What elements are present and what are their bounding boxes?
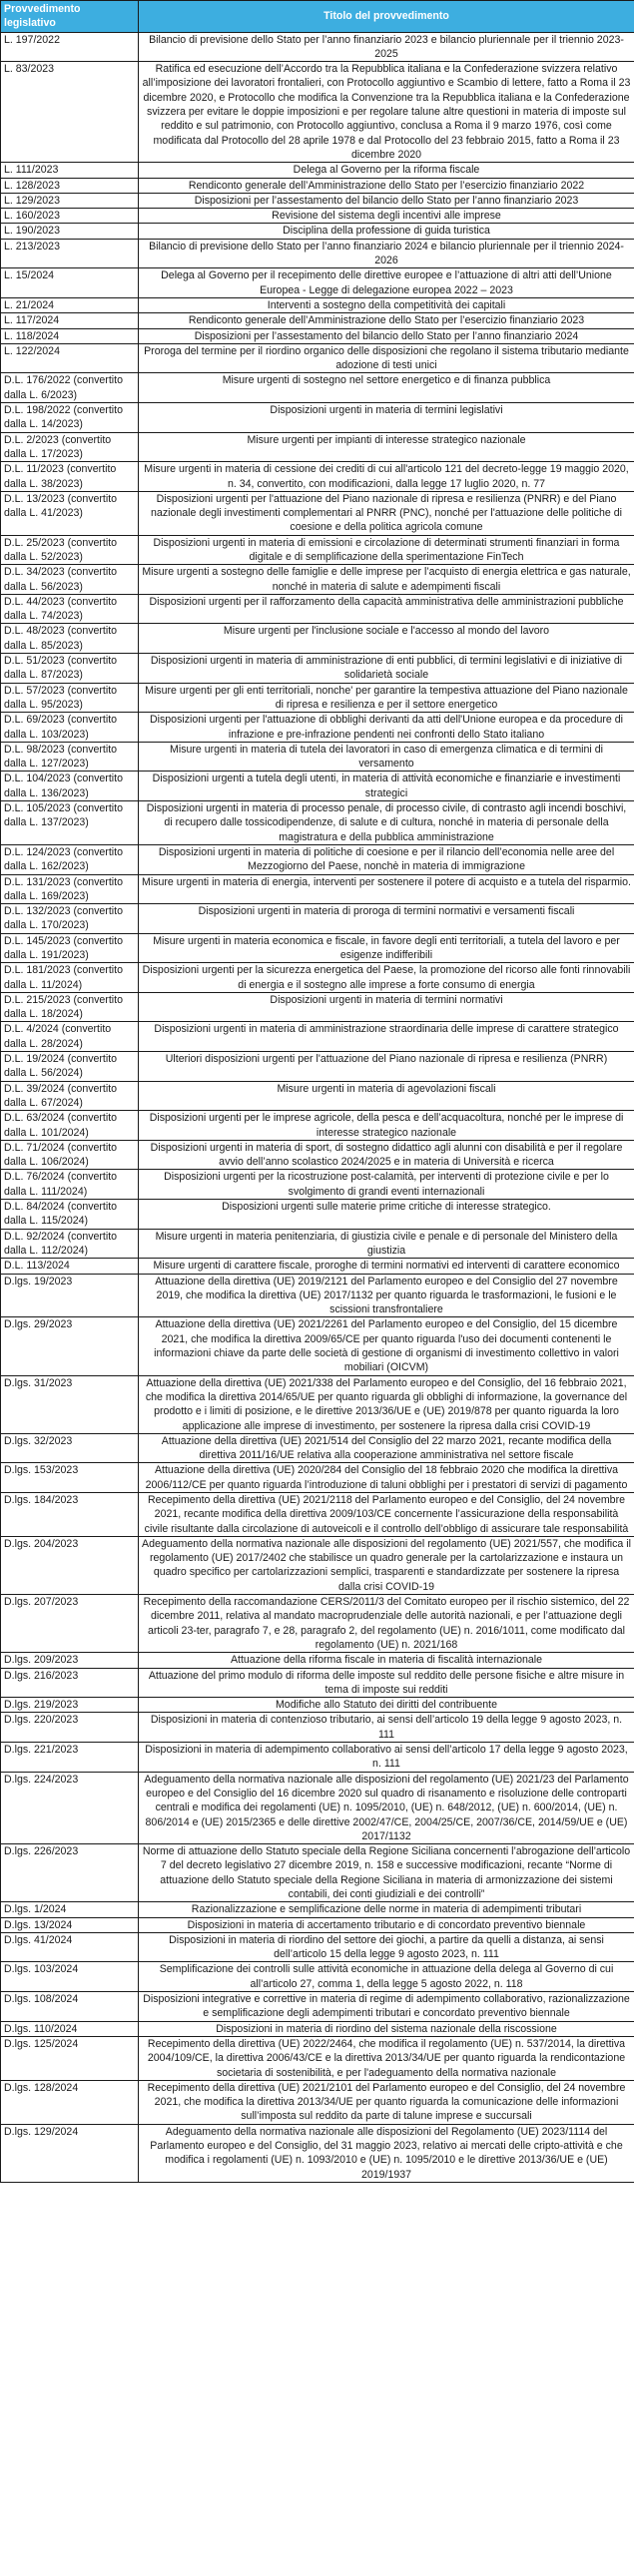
provvedimento-cell: D.L. 98/2023 (convertito dalla L. 127/2023) [1,742,139,772]
provvedimento-cell: D.L. 105/2023 (convertito dalla L. 137/2023) [1,801,139,845]
table-row [1,2080,634,2124]
titolo-cell: Semplificazione dei controlli sulle attività economiche in attuazione della delega al Governo di cui all’articolo 27, comma 1, della legge 5 agosto 2022, n. 118 [139,1962,634,1992]
provvedimento-cell: D.L. 4/2024 (convertito dalla L. 28/2024) [1,1022,139,1052]
table-row [1,328,634,343]
provvedimento-cell: D.lgs. 209/2023 [1,1653,139,1668]
titolo-cell: Disposizioni per l’assestamento del bilancio dello Stato per l’anno finanziario 2023 [139,193,634,208]
titolo-cell: Disposizioni in materia di riordino del sistema nazionale della riscossione [139,2021,634,2036]
titolo-cell: Disposizioni in materia di riordino del settore dei giochi, a partire da quelli a distanza, ai sensi dell’articolo 15 della legge 9 agosto 2023, n. 111 [139,1932,634,1962]
provvedimento-cell: D.lgs. 216/2023 [1,1668,139,1698]
provvedimento-cell: L. 111/2023 [1,163,139,178]
provvedimento-cell: D.L. 131/2023 (convertito dalla L. 169/2023) [1,874,139,904]
provvedimento-cell: D.L. 71/2024 (convertito dalla L. 106/2024) [1,1140,139,1170]
table-row [1,801,634,845]
table-row [1,933,634,963]
titolo-cell: Delega al Governo per il recepimento delle direttive europee e l’attuazione di altri atti dell’Unione Europea - Legge di delegazione europea 2022 – 2023 [139,268,634,298]
titolo-cell: Misure urgenti di carattere fiscale, proroghe di termini normativi ed interventi di carattere economico [139,1259,634,1274]
provvedimento-cell: D.lgs. 41/2024 [1,1932,139,1962]
provvedimento-cell: D.lgs. 224/2023 [1,1772,139,1843]
titolo-cell: Disposizioni urgenti in materia di proroga di termini normativi e versamenti fiscali [139,904,634,934]
table-row [1,624,634,654]
titolo-cell: Bilancio di previsione dello Stato per l’anno finanziario 2024 e bilancio pluriennale per il triennio 2024-2026 [139,239,634,268]
titolo-cell: Misure urgenti per gli enti territoriali, nonche' per garantire la tempestiva attuazione del Piano nazionale di ripresa e resilienza e per il settore energetico [139,683,634,713]
provvedimento-cell: D.lgs. 207/2023 [1,1595,139,1653]
titolo-cell: Revisione del sistema degli incentivi alle imprese [139,209,634,224]
table-row [1,844,634,874]
table-row [1,373,634,403]
provvedimento-cell: D.lgs. 219/2023 [1,1698,139,1713]
table-row [1,178,634,193]
titolo-cell: Rendiconto generale dell’Amministrazione dello Stato per l’esercizio finanziario 2023 [139,313,634,328]
table-row [1,2021,634,2036]
column-header-provvedimento: Provvedimento legislativo [1,1,139,33]
titolo-cell: Recepimento della direttiva (UE) 2021/2118 del Parlamento europeo e del Consiglio, del 24 novembre 2021, recante modifica della direttiva 2009/103/CE concernente l’assicurazione della responsabilità civile risultante dalla circolazione di autoveicoli e il controllo dell’obbligo di assicurare tale responsabilità [139,1492,634,1536]
titolo-cell: Disposizioni urgenti per l'attuazione del Piano nazionale di ripresa e resilienza (PNRR) e del Piano nazionale degli investimenti complementari al PNRR (PNC), nonché per l'attuazione delle politiche di coesione e della politica agricola comune [139,491,634,535]
provvedimento-cell: D.L. 176/2022 (convertito dalla L. 6/2023) [1,373,139,403]
provvedimento-cell: D.lgs. 13/2024 [1,1917,139,1932]
table-row [1,1274,634,1317]
table-row [1,343,634,373]
titolo-cell: Attuazione della riforma fiscale in materia di fiscalità internazionale [139,1653,634,1668]
provvedimento-cell: D.L. 198/2022 (convertito dalla L. 14/2023) [1,403,139,433]
provvedimento-cell: L. 15/2024 [1,268,139,298]
provvedimento-cell: D.lgs. 184/2023 [1,1492,139,1536]
provvedimento-cell: D.lgs. 32/2023 [1,1433,139,1463]
table-row [1,1653,634,1668]
table-row [1,403,634,433]
table-row [1,432,634,462]
provvedimento-cell: D.lgs. 103/2024 [1,1962,139,1992]
table-row [1,1932,634,1962]
table-row [1,904,634,934]
table-row [1,268,634,298]
table-row [1,297,634,312]
titolo-cell: Misure urgenti in materia di tutela dei lavoratori in caso di emergenza climatica e di termini di versamento [139,742,634,772]
titolo-cell: Disposizioni urgenti per il rafforzamento della capacità amministrativa delle amministrazioni pubbliche [139,594,634,624]
titolo-cell: Disposizioni integrative e correttive in materia di regime di adempimento collaborativo, razionalizzazione e semplificazione degli adempimenti tributari e concordato preventivo biennale [139,1992,634,2022]
table-row [1,491,634,535]
titolo-cell: Proroga del termine per il riordino organico delle disposizioni che regolano il sistema tributario mediante adozione di testi unici [139,343,634,373]
provvedimento-cell: L. 21/2024 [1,297,139,312]
titolo-cell: Disposizioni urgenti per l'attuazione di obblighi derivanti da atti dell'Unione europea e da procedure di infrazione e pre-infrazione pendenti nei confronti dello Stato italiano [139,713,634,743]
provvedimento-cell: D.L. 84/2024 (convertito dalla L. 115/2024) [1,1200,139,1230]
titolo-cell: Attuazione della direttiva (UE) 2020/284 del Consiglio del 18 febbraio 2020 che modifica la direttiva 2006/112/CE per quanto riguarda l’introduzione di taluni obblighi per i prestatori di servizi di pagamento [139,1463,634,1493]
provvedimento-cell: L. 197/2022 [1,32,139,62]
provvedimento-cell: D.L. 113/2024 [1,1259,139,1274]
table-row [1,1698,634,1713]
titolo-cell: Disposizioni urgenti in materia di termini normativi [139,992,634,1022]
provvedimento-cell: L. 190/2023 [1,224,139,239]
provvedimento-cell: D.lgs. 110/2024 [1,2021,139,2036]
header-row [1,1,634,33]
titolo-cell: Misure urgenti in materia di cessione dei crediti di cui all'articolo 121 del decreto-legge 19 maggio 2020, n. 34, convertito, con modificazioni, dalla legge 17 luglio 2020, n. 77 [139,462,634,492]
provvedimento-cell: D.L. 48/2023 (convertito dalla L. 85/2023) [1,624,139,654]
table-row [1,654,634,684]
titolo-cell: Disposizioni urgenti in materia di emissioni e circolazione di determinati strumenti finanziari in forma digitale e di semplificazione della sperimentazione FinTech [139,535,634,565]
titolo-cell: Adeguamento della normativa nazionale alle disposizioni del regolamento (UE) 2021/557, che modifica il regolamento (UE) 2017/2402 che stabilisce un quadro generale per la cartolarizzazione e instaura un quadro specifico per cartolarizzazioni semplici, trasparenti e standardizzate per sostenere la ripresa dalla crisi COVID-19 [139,1536,634,1594]
table-row [1,313,634,328]
provvedimento-cell: D.lgs. 31/2023 [1,1375,139,1433]
provvedimento-cell: D.L. 39/2024 (convertito dalla L. 67/2024) [1,1081,139,1111]
table-row [1,1917,634,1932]
titolo-cell: Disposizioni in materia di adempimento collaborativo ai sensi dell’articolo 17 della legge 9 agosto 2023, n. 111 [139,1743,634,1773]
table-row [1,874,634,904]
titolo-cell: Disposizioni urgenti per la sicurezza energetica del Paese, la promozione del ricorso alle fonti rinnovabili di energia e il sostegno alle imprese a forte consumo di energia [139,963,634,993]
table-row [1,1536,634,1594]
table-row [1,2036,634,2080]
provvedimento-cell: D.L. 104/2023 (convertito dalla L. 136/2023) [1,772,139,801]
titolo-cell: Attuazione della direttiva (UE) 2021/514 del Consiglio del 22 marzo 2021, recante modifica della direttiva 2011/16/UE relativa alla cooperazione amministrativa nel settore fiscale [139,1433,634,1463]
table-row [1,1844,634,1902]
titolo-cell: Attuazione della direttiva (UE) 2019/2121 del Parlamento europeo e del Consiglio del 27 novembre 2019, che modifica la direttiva (UE) 2017/1132 per quanto riguarda le trasformazioni, le fusioni e le scissioni transfrontaliere [139,1274,634,1317]
titolo-cell: Bilancio di previsione dello Stato per l’anno finanziario 2023 e bilancio pluriennale per il triennio 2023-2025 [139,32,634,62]
provvedimento-cell: L. 83/2023 [1,62,139,163]
provvedimento-cell: D.lgs. 125/2024 [1,2036,139,2080]
titolo-cell: Norme di attuazione dello Statuto speciale della Regione Siciliana concernenti l’abrogazione dell’articolo 7 del decreto legislativo 27 dicembre 2019, n. 158 e successive modificazioni, recante “Norme di attuazione dello Statuto speciale della Regione Siciliana in materia di armonizzazione dei sistemi contabili, dei conti giudiziali e dei controlli” [139,1844,634,1902]
titolo-cell: Misure urgenti in materia di energia, interventi per sostenere il potere di acquisto e a tutela del risparmio. [139,874,634,904]
table-row [1,1902,634,1917]
table-row [1,62,634,163]
titolo-cell: Rendiconto generale dell’Amministrazione dello Stato per l’esercizio finanziario 2022 [139,178,634,193]
provvedimento-cell: D.lgs. 221/2023 [1,1743,139,1773]
provvedimento-cell: D.lgs. 220/2023 [1,1713,139,1743]
provvedimento-cell: D.lgs. 1/2024 [1,1902,139,1917]
table-row [1,1140,634,1170]
table-row [1,1492,634,1536]
titolo-cell: Adeguamento della normativa nazionale alle disposizioni del Regolamento (UE) 2023/1114 del Parlamento europeo e del Consiglio, del 31 maggio 2023, relativo ai mercati delle cripto-attività e che modifica i regolamenti (UE) n. 1093/2010 e (UE) n. 1095/2010 e le direttive 2013/36/UE e (UE) 2019/1937 [139,2124,634,2182]
table-header [1,1,634,33]
titolo-cell: Disposizioni in materia di contenzioso tributario, ai sensi dell’articolo 19 della legge 9 agosto 2023, n. 111 [139,1713,634,1743]
titolo-cell: Disposizioni urgenti a tutela degli utenti, in materia di attività economiche e finanziarie e investimenti strategici [139,772,634,801]
provvedimento-cell: L. 129/2023 [1,193,139,208]
titolo-cell: Delega al Governo per la riforma fiscale [139,163,634,178]
table-row [1,32,634,62]
provvedimento-cell: D.lgs. 29/2023 [1,1317,139,1375]
table-row [1,1668,634,1698]
table-row [1,1170,634,1200]
table-row [1,1111,634,1141]
table-row [1,1772,634,1843]
table-row [1,209,634,224]
table-row [1,239,634,268]
column-header-titolo: Titolo del provvedimento [139,1,634,33]
table-row [1,772,634,801]
provvedimento-cell: D.lgs. 19/2023 [1,1274,139,1317]
provvedimento-cell: D.lgs. 108/2024 [1,1992,139,2022]
titolo-cell: Disposizioni urgenti in materia di amministrazione di enti pubblici, di termini legislativi e di iniziative di solidarietà sociale [139,654,634,684]
table-row [1,1375,634,1433]
titolo-cell: Attuazione della direttiva (UE) 2021/2261 del Parlamento europeo e del Consiglio, del 15 dicembre 2021, che modifica la direttiva 2009/65/CE per quanto riguarda l'uso dei documenti contenenti le informazioni chiave da parte delle società di gestione di organismi di investimento collettivo in valori mobiliari (OICVM) [139,1317,634,1375]
provvedimento-cell: D.L. 132/2023 (convertito dalla L. 170/2023) [1,904,139,934]
titolo-cell: Disposizioni urgenti per le imprese agricole, della pesca e dell’acquacoltura, nonché per le imprese di interesse strategico nazionale [139,1111,634,1141]
table-row [1,1992,634,2022]
table-row [1,535,634,565]
provvedimento-cell: D.L. 51/2023 (convertito dalla L. 87/2023) [1,654,139,684]
table-row [1,683,634,713]
table-row [1,462,634,492]
titolo-cell: Disposizioni urgenti in materia di processo penale, di processo civile, di contrasto agli incendi boschivi, di recupero dalle tossicodipendenze, di salute e di cultura, nonché in materia di personale della magistratura e della pubblica amministrazione [139,801,634,845]
table-row [1,1433,634,1463]
titolo-cell: Attuazione della direttiva (UE) 2021/338 del Parlamento europeo e del Consiglio, del 16 febbraio 2021, che modifica la direttiva 2014/65/UE per quanto riguarda gli obblighi di informazione, la governance del prodotto e i limiti di posizione, e le direttive 2013/36/UE e (UE) 2019/878 per quanto riguarda la loro applicazione alle imprese di investimento, per sostenere la ripresa dalla crisi COVID-19 [139,1375,634,1433]
provvedimento-cell: D.lgs. 226/2023 [1,1844,139,1902]
table-row [1,2124,634,2182]
table-row [1,963,634,993]
table-row [1,1713,634,1743]
provvedimento-cell: L. 117/2024 [1,313,139,328]
provvedimento-cell: D.lgs. 128/2024 [1,2080,139,2124]
provvedimento-cell: L. 118/2024 [1,328,139,343]
table-row [1,1317,634,1375]
titolo-cell: Disposizioni in materia di accertamento tributario e di concordato preventivo biennale [139,1917,634,1932]
table-row [1,992,634,1022]
provvedimento-cell: D.lgs. 129/2024 [1,2124,139,2182]
provvedimento-cell: D.L. 13/2023 (convertito dalla L. 41/2023) [1,491,139,535]
provvedimento-cell: D.L. 92/2024 (convertito dalla L. 112/2024) [1,1229,139,1259]
titolo-cell: Attuazione del primo modulo di riforma delle imposte sul reddito delle persone fisiche e altre misure in tema di imposte sui redditi [139,1668,634,1698]
titolo-cell: Disposizioni urgenti in materia di politiche di coesione e per il rilancio dell’economia nelle aree del Mezzogiorno del Paese, nonchè in materia di immigrazione [139,844,634,874]
titolo-cell: Misure urgenti a sostegno delle famiglie e delle imprese per l’acquisto di energia elettrica e gas naturale, nonché in materia di salute e adempimenti fiscali [139,565,634,595]
titolo-cell: Ulteriori disposizioni urgenti per l'attuazione del Piano nazionale di ripresa e resilienza (PNRR) [139,1052,634,1082]
titolo-cell: Disposizioni urgenti in materia di termini legislativi [139,403,634,433]
titolo-cell: Disciplina della professione di guida turistica [139,224,634,239]
titolo-cell: Modifiche allo Statuto dei diritti del contribuente [139,1698,634,1713]
table-row [1,1463,634,1493]
table-row [1,224,634,239]
titolo-cell: Recepimento della raccomandazione CERS/2011/3 del Comitato europeo per il rischio sistemico, del 22 dicembre 2011, relativa al mandato macroprudenziale delle autorità nazionali, e per l’attuazione degli articoli 23-ter, paragrafo 7, e 28, paragrafo 2, del regolamento (UE) n. 2016/1011, come modificato dal regolamento (UE) n. 2021/168 [139,1595,634,1653]
table-row [1,1081,634,1111]
titolo-cell: Misure urgenti di sostegno nel settore energetico e di finanza pubblica [139,373,634,403]
titolo-cell: Disposizioni urgenti in materia di amministrazione straordinaria delle imprese di carattere strategico [139,1022,634,1052]
provvedimento-cell: D.L. 34/2023 (convertito dalla L. 56/2023) [1,565,139,595]
provvedimento-cell: D.lgs. 204/2023 [1,1536,139,1594]
titolo-cell: Disposizioni urgenti sulle materie prime critiche di interesse strategico. [139,1200,634,1230]
provvedimento-cell: D.L. 181/2023 (convertito dalla L. 11/2024) [1,963,139,993]
titolo-cell: Disposizioni urgenti per la ricostruzione post-calamità, per interventi di protezione civile e per lo svolgimento di grandi eventi internazionali [139,1170,634,1200]
table-row [1,565,634,595]
provvedimento-cell: D.L. 2/2023 (convertito dalla L. 17/2023) [1,432,139,462]
titolo-cell: Misure urgenti per impianti di interesse strategico nazionale [139,432,634,462]
table-row [1,713,634,743]
table-row [1,742,634,772]
table-row [1,1595,634,1653]
table-row [1,163,634,178]
provvedimento-cell: D.lgs. 153/2023 [1,1463,139,1493]
table-row [1,1052,634,1082]
table-row [1,1743,634,1773]
table-body [1,32,634,2182]
table-row [1,594,634,624]
table-row [1,1259,634,1274]
table-row [1,1229,634,1259]
titolo-cell: Disposizioni urgenti in materia di sport, di sostegno didattico agli alunni con disabilità e per il regolare avvio dell’anno scolastico 2024/2025 e in materia di Università e ricerca [139,1140,634,1170]
provvedimento-cell: D.L. 124/2023 (convertito dalla L. 162/2023) [1,844,139,874]
table-row [1,1200,634,1230]
provvedimento-cell: D.L. 44/2023 (convertito dalla L. 74/2023) [1,594,139,624]
provvedimento-cell: L. 160/2023 [1,209,139,224]
titolo-cell: Ratifica ed esecuzione dell’Accordo tra la Repubblica italiana e la Confederazione svizzera relativo all’imposizione dei lavoratori frontalieri, con Protocollo aggiuntivo e Scambio di lettere, fatto a Roma il 23 dicembre 2020, e Protocollo che modifica la Convenzione tra la Repubblica italiana e la Confederazione svizzera per evitare le doppie imposizioni e per regolare talune altre questioni in materia di imposte sul reddito e sul patrimonio, con Protocollo aggiuntivo, conclusa a Roma il 9 marzo 1976, così come modificata dal Protocollo del 28 aprile 1978 e dal Protocollo del 23 febbraio 2015, fatto a Roma il 23 dicembre 2020 [139,62,634,163]
table-row [1,1962,634,1992]
titolo-cell: Interventi a sostegno della competitività dei capitali [139,297,634,312]
provvedimento-cell: D.L. 57/2023 (convertito dalla L. 95/2023) [1,683,139,713]
titolo-cell: Recepimento della direttiva (UE) 2021/2101 del Parlamento europeo e del Consiglio, del 24 novembre 2021, che modifica la direttiva 2013/34/UE per quanto riguarda la comunicazione delle informazioni sull’imposta sul reddito da parte di talune imprese e succursali [139,2080,634,2124]
provvedimento-cell: D.L. 69/2023 (convertito dalla L. 103/2023) [1,713,139,743]
provvedimento-cell: L. 128/2023 [1,178,139,193]
provvedimento-cell: D.L. 63/2024 (convertito dalla L. 101/2024) [1,1111,139,1141]
provvedimento-cell: D.L. 25/2023 (convertito dalla L. 52/2023) [1,535,139,565]
provvedimento-cell: L. 213/2023 [1,239,139,268]
titolo-cell: Misure urgenti in materia penitenziaria, di giustizia civile e penale e di personale del Ministero della giustizia [139,1229,634,1259]
titolo-cell: Recepimento della direttiva (UE) 2022/2464, che modifica il regolamento (UE) n. 537/2014, la direttiva 2004/109/CE, la direttiva 2006/43/CE e la direttiva 2013/34/UE per quanto riguarda la rendicontazione societaria di sostenibilità, e per l'adeguamento della normativa nazionale [139,2036,634,2080]
titolo-cell: Disposizioni per l’assestamento del bilancio dello Stato per l’anno finanziario 2024 [139,328,634,343]
provvedimento-cell: D.L. 145/2023 (convertito dalla L. 191/2023) [1,933,139,963]
provvedimento-cell: L. 122/2024 [1,343,139,373]
titolo-cell: Misure urgenti per l'inclusione sociale e l'accesso al mondo del lavoro [139,624,634,654]
titolo-cell: Misure urgenti in materia di agevolazioni fiscali [139,1081,634,1111]
titolo-cell: Misure urgenti in materia economica e fiscale, in favore degli enti territoriali, a tutela del lavoro e per esigenze indifferibili [139,933,634,963]
provvedimento-cell: D.L. 76/2024 (convertito dalla L. 111/2024) [1,1170,139,1200]
table-row [1,193,634,208]
table-row [1,1022,634,1052]
titolo-cell: Adeguamento della normativa nazionale alle disposizioni del regolamento (UE) 2021/23 del Parlamento europeo e del Consiglio del 16 dicembre 2020 sul quadro di risanamento e risoluzione delle controparti centrali e modifica dei regolamenti (UE) n. 1095/2010, (UE) n. 648/2012, (UE) n. 600/2014, (UE) n. 806/2014 e (UE) 2015/2365 e delle direttive 2002/47/CE, 2004/25/CE, 2007/36/CE, 2014/59/UE e (UE) 2017/1132 [139,1772,634,1843]
titolo-cell: Razionalizzazione e semplificazione delle norme in materia di adempimenti tributari [139,1902,634,1917]
provvedimento-cell: D.L. 19/2024 (convertito dalla L. 56/2024) [1,1052,139,1082]
provvedimento-cell: D.L. 11/2023 (convertito dalla L. 38/2023) [1,462,139,492]
provvedimento-cell: D.L. 215/2023 (convertito dalla L. 18/2024) [1,992,139,1022]
